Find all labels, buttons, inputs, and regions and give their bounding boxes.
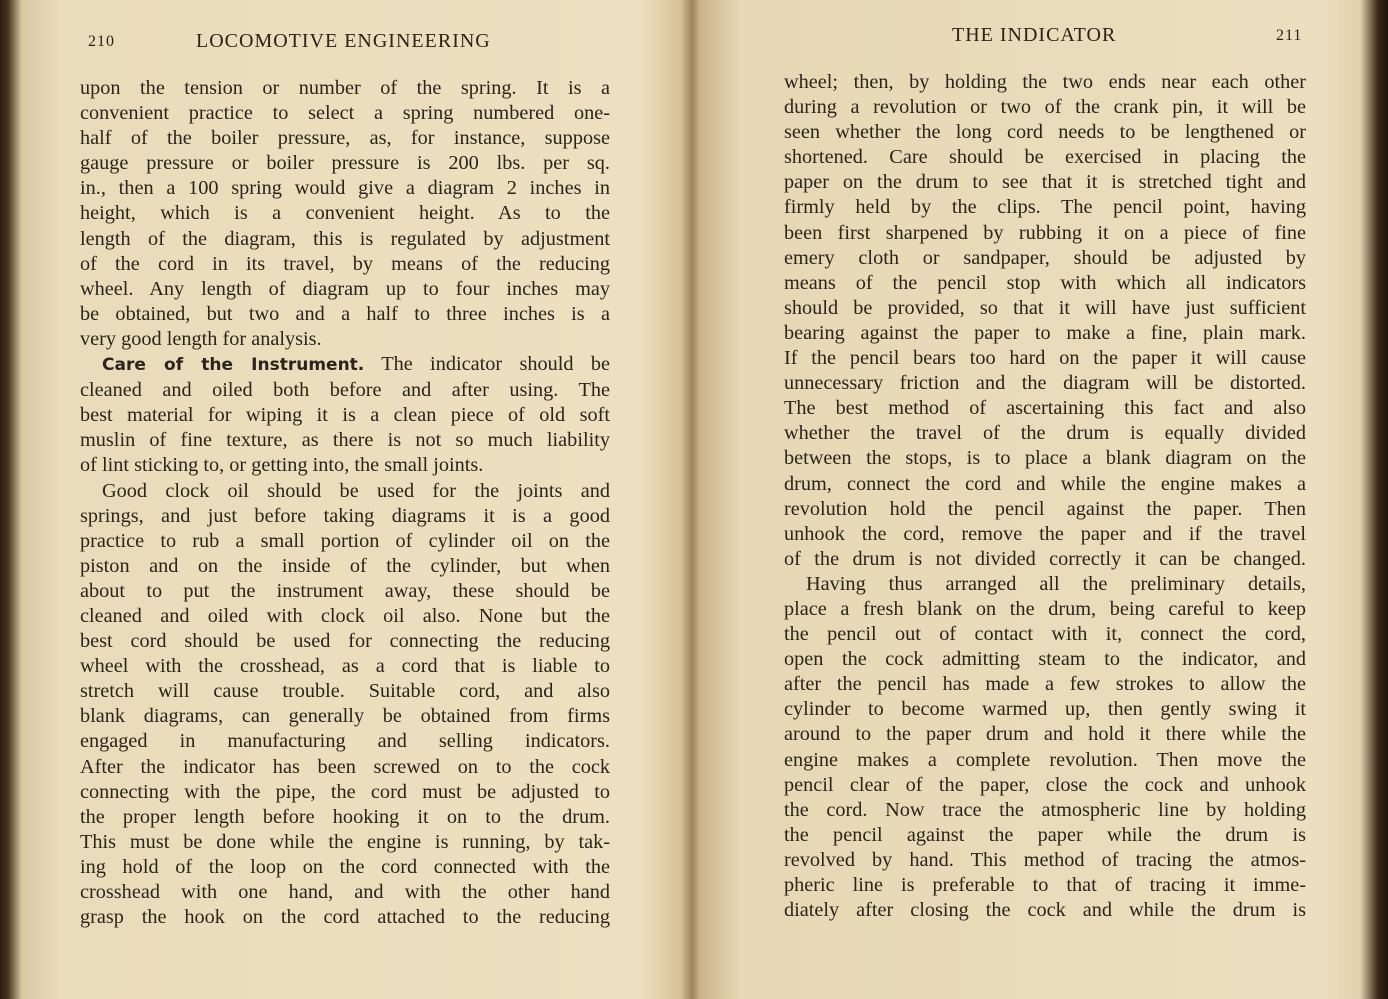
- text-line: pheric line is preferable to that of tracing it imme-: [784, 874, 1306, 896]
- text-line: whether the travel of the drum is equally divided: [784, 422, 1306, 445]
- text-line: been first sharpened by rubbing it on a piece of fine: [784, 221, 1306, 244]
- right-running-head: THE INDICATOR: [952, 24, 1117, 46]
- text-line: wheel with the crosshead, as a cord that is liable to: [80, 655, 610, 678]
- right-paragraph-2: [784, 572, 1306, 923]
- text-line: seen whether the long cord needs to be lengthened or: [784, 121, 1306, 144]
- text-line: bearing against the paper to make a fine, plain mark.: [784, 321, 1306, 344]
- text-line: blank diagrams, can generally be obtained from firms: [80, 705, 610, 728]
- text-line: drum, connect the cord and while the engine makes a: [784, 472, 1306, 495]
- text-line: means of the pencil stop with which all indicators: [784, 271, 1306, 294]
- text-line: be obtained, but two and a half to three inches is a: [80, 302, 610, 325]
- text-line: cylinder to become warmed up, then gently swing it: [784, 698, 1306, 721]
- left-running-head: LOCOMOTIVE ENGINEERING: [196, 30, 491, 52]
- text-line: wheel; then, by holding the two ends near each other: [784, 71, 1306, 93]
- left-page-body: [80, 76, 610, 930]
- text-line: ing hold of the loop on the cord connected with the: [80, 855, 610, 878]
- text-line: the pencil out of contact with it, connect the cord,: [784, 623, 1306, 646]
- right-page-body: [784, 70, 1306, 923]
- text-line: around to the paper drum and hold it there while the: [784, 723, 1306, 746]
- text-line: This must be done while the engine is running, by tak-: [80, 830, 610, 853]
- text-line: length of the diagram, this is regulated by adjustment: [80, 227, 610, 250]
- right-paragraph-1: [784, 70, 1306, 572]
- text-line: muslin of fine texture, as there is not so much liability: [80, 429, 610, 452]
- text-line: best material for wiping it is a clean piece of old soft: [80, 404, 610, 427]
- left-paragraph-1: [80, 76, 610, 352]
- text-line: grasp the hook on the cord attached to the reducing: [80, 906, 610, 929]
- text-line: firmly held by the clips. The pencil point, having: [784, 196, 1306, 219]
- right-page-number: 211: [1276, 27, 1303, 44]
- text-line: paper on the drum to see that it is stretched tight and: [784, 171, 1306, 194]
- left-paragraph-3: [80, 479, 610, 931]
- left-page-number: 210: [88, 33, 115, 50]
- text-line: engine makes a complete revolution. Then move the: [784, 748, 1306, 771]
- text-line: revolved by hand. This method of tracing the atmos-: [784, 848, 1306, 871]
- text-line: Having thus arranged all the preliminary details,: [806, 572, 1306, 595]
- text-line: about to put the instrument away, these should be: [80, 579, 610, 602]
- text-line: should be provided, so that it will have just sufficient: [784, 296, 1306, 319]
- text-line: height, which is a convenient height. As to the: [80, 202, 610, 225]
- text-line: of lint sticking to, or getting into, the small joints.: [80, 454, 484, 477]
- text-line: piston and on the inside of the cylinder, but when: [80, 554, 610, 577]
- text-line: open the cock admitting steam to the indicator, and: [784, 648, 1306, 671]
- text-line: between the stops, is to place a blank diagram on the: [784, 447, 1306, 470]
- text-line: If the pencil bears too hard on the paper it will cause: [784, 347, 1306, 370]
- text-line: cleaned and oiled with clock oil also. None but the: [80, 604, 610, 627]
- left-paragraph-2: [80, 378, 610, 478]
- section-heading: Care of the Instrument.: [102, 355, 365, 376]
- text-line: unhook the cord, remove the paper and if the travel: [784, 522, 1306, 545]
- text-line: half of the boiler pressure, as, for instance, suppose: [80, 127, 610, 150]
- text-line: convenient practice to select a spring numbered one-: [80, 102, 610, 125]
- text-line: Good clock oil should be used for the joints and: [102, 479, 610, 502]
- text-line: revolution hold the pencil against the paper. Then: [784, 497, 1306, 520]
- right-page: [694, 0, 1388, 999]
- text-line: wheel. Any length of diagram up to four inches may: [80, 277, 610, 300]
- text-line: diately after closing the cock and while the drum is: [784, 899, 1306, 922]
- text-line: pencil clear of the paper, close the cock and unhook: [784, 773, 1306, 796]
- text-line: very good length for analysis.: [80, 327, 322, 350]
- text-line: springs, and just before taking diagrams it is a good: [80, 504, 610, 527]
- text-line: of the cord in its travel, by means of the reducing: [80, 252, 610, 275]
- text-line: during a revolution or two of the crank pin, it will be: [784, 96, 1306, 119]
- text-line: crosshead with one hand, and with the other hand: [80, 881, 610, 903]
- text-line: the pencil against the paper while the drum is: [784, 823, 1306, 846]
- text-line: stretch will cause trouble. Suitable cord, and also: [80, 680, 610, 703]
- text-line: shortened. Care should be exercised in placing the: [784, 146, 1306, 169]
- text-line: after the pencil has made a few strokes to allow the: [784, 673, 1306, 696]
- section-first-line: [80, 352, 610, 378]
- text-line: practice to rub a small portion of cylinder oil on the: [80, 529, 610, 552]
- text-line: The best method of ascertaining this fact and also: [784, 397, 1306, 420]
- text-line: connecting with the pipe, the cord must be adjusted to: [80, 780, 610, 803]
- text-line: engaged in manufacturing and selling indicators.: [80, 730, 610, 753]
- text-line: gauge pressure or boiler pressure is 200 lbs. per sq.: [80, 152, 610, 175]
- text-line: in., then a 100 spring would give a diagram 2 inches in: [80, 177, 610, 200]
- text-line: After the indicator has been screwed on to the cock: [80, 755, 610, 778]
- text-line: the cord. Now trace the atmospheric line by holding: [784, 798, 1306, 821]
- text-line: the proper length before hooking it on to the drum.: [80, 805, 610, 828]
- text-line: emery cloth or sandpaper, should be adjusted by: [784, 246, 1306, 269]
- text-line: of the drum is not divided correctly it can be changed.: [784, 547, 1306, 570]
- text-line: best cord should be used for connecting the reducing: [80, 630, 610, 653]
- text-line: upon the tension or number of the spring. It is a: [80, 77, 610, 99]
- text-line: place a fresh blank on the drum, being careful to keep: [784, 597, 1306, 620]
- text-line: cleaned and oiled both before and after using. The: [80, 379, 610, 402]
- text-line: unnecessary friction and the diagram will be distorted.: [784, 372, 1306, 395]
- section-first-line-rest: The indicator should be: [381, 353, 610, 376]
